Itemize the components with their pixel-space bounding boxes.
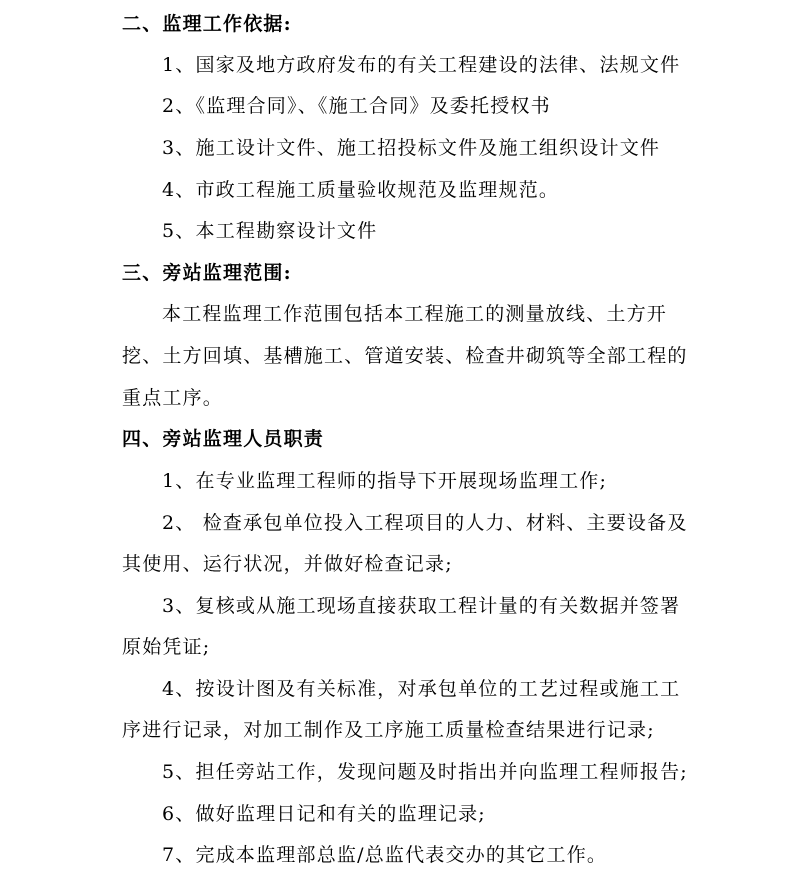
paragraph-line: 重点工序。 <box>122 387 224 409</box>
list-item-continuation: 原始凭证; <box>122 636 211 658</box>
list-item: 3、复核或从施工现场直接获取工程计量的有关数据并签署 <box>162 595 681 617</box>
list-item: 1、国家及地方政府发布的有关工程建设的法律、法规文件 <box>162 54 681 76</box>
list-item: 2、 检查承包单位投入工程项目的人力、材料、主要设备及 <box>162 512 688 534</box>
list-item: 4、按设计图及有关标准，对承包单位的工艺过程或施工工 <box>162 678 681 700</box>
list-item: 4、市政工程施工质量验收规范及监理规范。 <box>162 179 560 201</box>
list-item: 5、本工程勘察设计文件 <box>162 220 378 242</box>
list-item: 2、《监理合同》、《施工合同》及委托授权书 <box>162 95 551 117</box>
section-heading-duties: 四、旁站监理人员职责 <box>122 428 325 450</box>
list-item: 5、担任旁站工作，发现问题及时指出并向监理工程师报告; <box>162 761 688 783</box>
paragraph-line: 本工程监理工作范围包括本工程施工的测量放线、土方开 <box>162 303 668 325</box>
list-item: 7、完成本监理部总监/总监代表交办的其它工作。 <box>162 844 608 866</box>
paragraph-line: 挖、土方回填、基槽施工、管道安装、检查井砌筑等全部工程的 <box>122 345 688 367</box>
list-item-continuation: 序进行记录，对加工制作及工序施工质量检查结果进行记录; <box>122 719 655 741</box>
list-item: 6、做好监理日记和有关的监理记录; <box>162 803 486 825</box>
section-heading-scope: 三、旁站监理范围: <box>122 262 292 284</box>
list-item: 3、施工设计文件、施工招投标文件及施工组织设计文件 <box>162 137 661 159</box>
list-item: 1、在专业监理工程师的指导下开展现场监理工作; <box>162 470 608 492</box>
section-heading-basis: 二、监理工作依据: <box>122 13 292 35</box>
list-item-continuation: 其使用、运行状况，并做好检查记录; <box>122 553 453 575</box>
